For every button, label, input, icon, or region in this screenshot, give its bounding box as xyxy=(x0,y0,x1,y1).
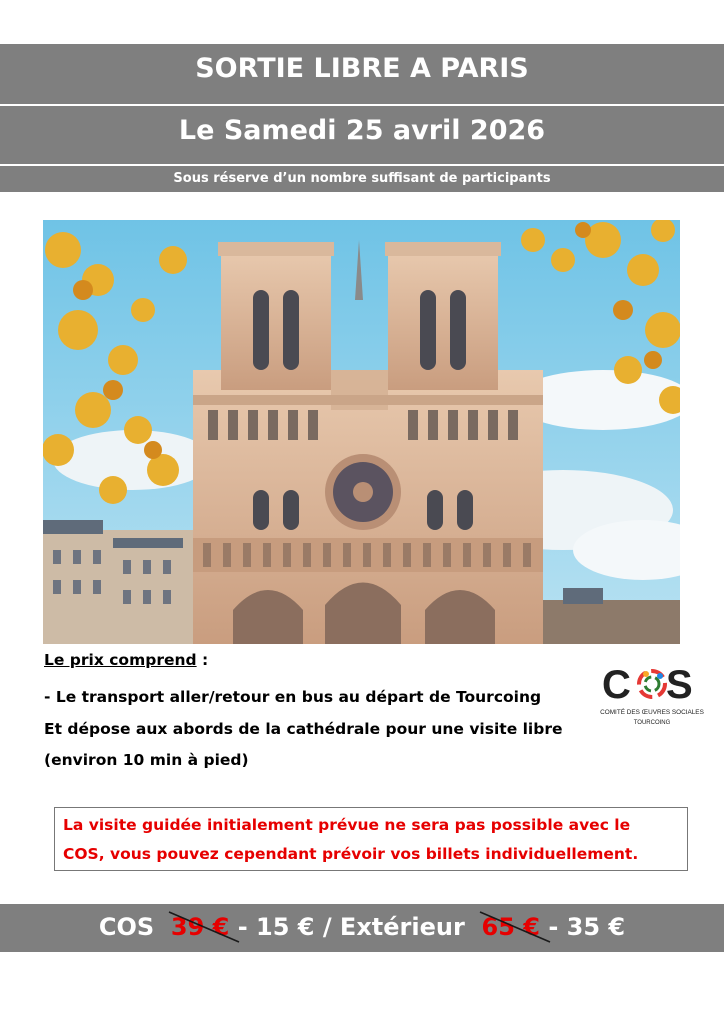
cos-label: COS xyxy=(98,913,155,941)
cos-logo xyxy=(600,664,704,732)
note-band xyxy=(0,166,724,192)
cos-old-price: 39 € xyxy=(171,904,229,950)
strike-line xyxy=(167,910,241,944)
price-band xyxy=(0,904,724,952)
event-date: Le Samedi 25 avril 2026 xyxy=(178,115,546,146)
notice-line-2: COS, vous pouvez cependant prévoir vos billets individuellement. xyxy=(63,845,639,863)
date-band xyxy=(0,106,724,164)
logo-city: TOURCOING xyxy=(633,720,671,726)
includes-walk-time: (environ 10 min à pied) xyxy=(44,751,249,769)
title-band xyxy=(0,44,724,104)
reservation-note: Sous réserve d’un nombre suffisant de participants xyxy=(173,171,551,186)
price-line xyxy=(0,904,724,952)
ext-old-price: 65 € xyxy=(482,904,540,950)
cos-new-price: - 15 € / Extérieur xyxy=(237,913,465,941)
includes-transport: - Le transport aller/retour en bus au départ de Tourcoing xyxy=(44,688,542,706)
svg-text:C: C xyxy=(602,664,631,707)
ext-new-price: - 35 € xyxy=(548,913,626,941)
notice-line-1: La visite guidée initialement prévue ne sera pas possible avec le xyxy=(63,816,631,834)
notice-box xyxy=(54,807,688,871)
includes-dropoff: Et dépose aux abords de la cathédrale pour une visite libre xyxy=(44,720,563,738)
page-title: SORTIE LIBRE A PARIS xyxy=(195,53,529,84)
strike-line xyxy=(478,910,552,944)
logo-subtitle: COMITÉ DES ŒUVRES SOCIALES xyxy=(600,709,704,716)
svg-text:S: S xyxy=(666,664,693,707)
includes-heading: Le prix comprend : xyxy=(44,651,209,669)
cathedral-photo xyxy=(43,220,680,644)
